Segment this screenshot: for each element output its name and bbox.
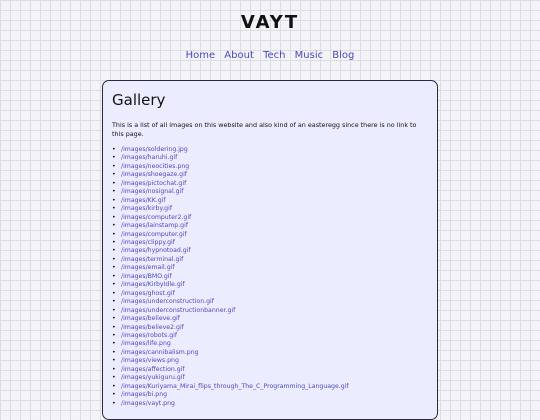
image-link[interactable]: /images/hypnotoad.gif	[121, 247, 191, 255]
bullet-icon: •	[112, 391, 116, 399]
image-list-item	[112, 146, 429, 154]
image-list-item	[112, 307, 429, 315]
bullet-icon: •	[112, 298, 116, 306]
image-link[interactable]: /images/cannibalism.png	[121, 348, 199, 356]
main-nav	[0, 50, 540, 61]
image-link[interactable]: /images/nosignal.gif	[121, 188, 184, 196]
bullet-icon: •	[112, 357, 116, 365]
bullet-icon: •	[112, 365, 116, 373]
image-link[interactable]: /images/yukiguru.gif	[121, 374, 185, 382]
image-link[interactable]: /images/BMO.gif	[121, 272, 172, 280]
bullet-icon: •	[112, 179, 116, 187]
page-title: Gallery	[112, 91, 166, 109]
image-link[interactable]: /images/soldering.jpg	[121, 146, 188, 153]
image-list-item	[112, 391, 429, 399]
image-list-item	[112, 298, 429, 306]
image-list-item	[112, 188, 429, 196]
image-link[interactable]: /images/computer2.gif	[121, 213, 192, 221]
bullet-icon: •	[112, 188, 116, 196]
image-link[interactable]: /images/Kuriyama_Mirai_flips_through_The_C_Programming_Language.gif	[121, 382, 349, 390]
image-link[interactable]: /images/bi.png	[121, 391, 168, 399]
site-logo[interactable]: VAYT	[240, 12, 300, 33]
image-list	[112, 146, 429, 408]
image-link[interactable]: /images/believe.gif	[121, 315, 180, 323]
image-list-item	[112, 374, 429, 382]
image-list-item	[112, 315, 429, 323]
image-link[interactable]: /images/lainstamp.gif	[121, 222, 189, 230]
bullet-icon: •	[112, 247, 116, 255]
image-list-item	[112, 197, 429, 205]
image-link[interactable]: /images/vayt.png	[121, 399, 175, 407]
nav-tech-link[interactable]: Tech	[263, 50, 286, 61]
bullet-icon: •	[112, 222, 116, 230]
image-list-item	[112, 264, 429, 272]
image-list-item	[112, 340, 429, 348]
nav-about-link[interactable]: About	[224, 50, 254, 61]
bullet-icon: •	[112, 171, 116, 179]
image-list-item	[112, 180, 429, 188]
bullet-icon: •	[112, 255, 116, 263]
bullet-icon: •	[112, 213, 116, 221]
image-link[interactable]: /images/shoegaze.gif	[121, 171, 187, 179]
image-link[interactable]: /images/KirbyIdle.gif	[121, 281, 185, 289]
image-link[interactable]: /images/underconstruction.gif	[121, 298, 214, 306]
bullet-icon: •	[112, 196, 116, 204]
nav-music-link[interactable]: Music	[294, 50, 324, 61]
image-list-item	[112, 281, 429, 289]
bullet-icon: •	[112, 382, 116, 390]
bullet-icon: •	[112, 162, 116, 170]
image-list-item	[112, 247, 429, 255]
image-list-item	[112, 239, 429, 247]
image-list-item	[112, 273, 429, 281]
nav-blog-link[interactable]: Blog	[332, 50, 355, 61]
image-link[interactable]: /images/ghost.gif	[121, 289, 175, 297]
bullet-icon: •	[112, 331, 116, 339]
bullet-icon: •	[112, 348, 116, 356]
image-list-item	[112, 205, 429, 213]
page-description: This is a list of all images on this website and also kind of an easteregg since there is no link to this page.	[112, 121, 417, 138]
image-list-item	[112, 324, 429, 332]
bullet-icon: •	[112, 289, 116, 297]
image-link[interactable]: /images/pictochat.gif	[121, 179, 187, 187]
image-list-item	[112, 171, 429, 179]
image-link[interactable]: /images/believe2.gif	[121, 323, 184, 331]
image-link[interactable]: /images/haruhi.gif	[121, 154, 178, 162]
image-link[interactable]: /images/clippy.gif	[121, 238, 175, 246]
image-list-item	[112, 357, 429, 365]
bullet-icon: •	[112, 238, 116, 246]
bullet-icon: •	[112, 306, 116, 314]
bullet-icon: •	[112, 264, 116, 272]
bullet-icon: •	[112, 323, 116, 331]
image-list-item	[112, 231, 429, 239]
image-list-item	[112, 222, 429, 230]
image-link[interactable]: /images/underconstructionbanner.gif	[121, 306, 236, 314]
image-link[interactable]: /images/views.png	[121, 357, 179, 365]
bullet-icon: •	[112, 340, 116, 348]
image-link[interactable]: /images/terminal.gif	[121, 255, 184, 263]
image-list-item	[112, 256, 429, 264]
nav-home-link[interactable]: Home	[185, 50, 216, 61]
bullet-icon: •	[112, 315, 116, 323]
bullet-icon: •	[112, 230, 116, 238]
bullet-icon: •	[112, 272, 116, 280]
image-list-item	[112, 332, 429, 340]
bullet-icon: •	[112, 154, 116, 162]
image-link[interactable]: /images/affection.gif	[121, 365, 185, 373]
image-list-item	[112, 290, 429, 298]
image-list-item	[112, 163, 429, 171]
image-link[interactable]: /images/life.png	[121, 340, 171, 348]
bullet-icon: •	[112, 374, 116, 382]
bullet-icon: •	[112, 281, 116, 289]
image-link[interactable]: /images/computer.gif	[121, 230, 187, 238]
image-link[interactable]: /images/robots.gif	[121, 331, 178, 339]
image-link[interactable]: /images/neocities.png	[121, 162, 190, 170]
image-link[interactable]: /images/email.gif	[121, 264, 175, 272]
image-list-item	[112, 214, 429, 222]
image-list-item	[112, 366, 429, 374]
image-link[interactable]: /images/kirby.gif	[121, 205, 173, 213]
gallery-panel	[102, 80, 438, 420]
bullet-icon: •	[112, 146, 116, 153]
image-list-item	[112, 154, 429, 162]
bullet-icon: •	[112, 399, 116, 407]
image-list-item	[112, 349, 429, 357]
bullet-icon: •	[112, 205, 116, 213]
image-list-item	[112, 383, 429, 391]
image-list-item	[112, 400, 429, 408]
image-link[interactable]: /images/KK.gif	[121, 196, 166, 204]
